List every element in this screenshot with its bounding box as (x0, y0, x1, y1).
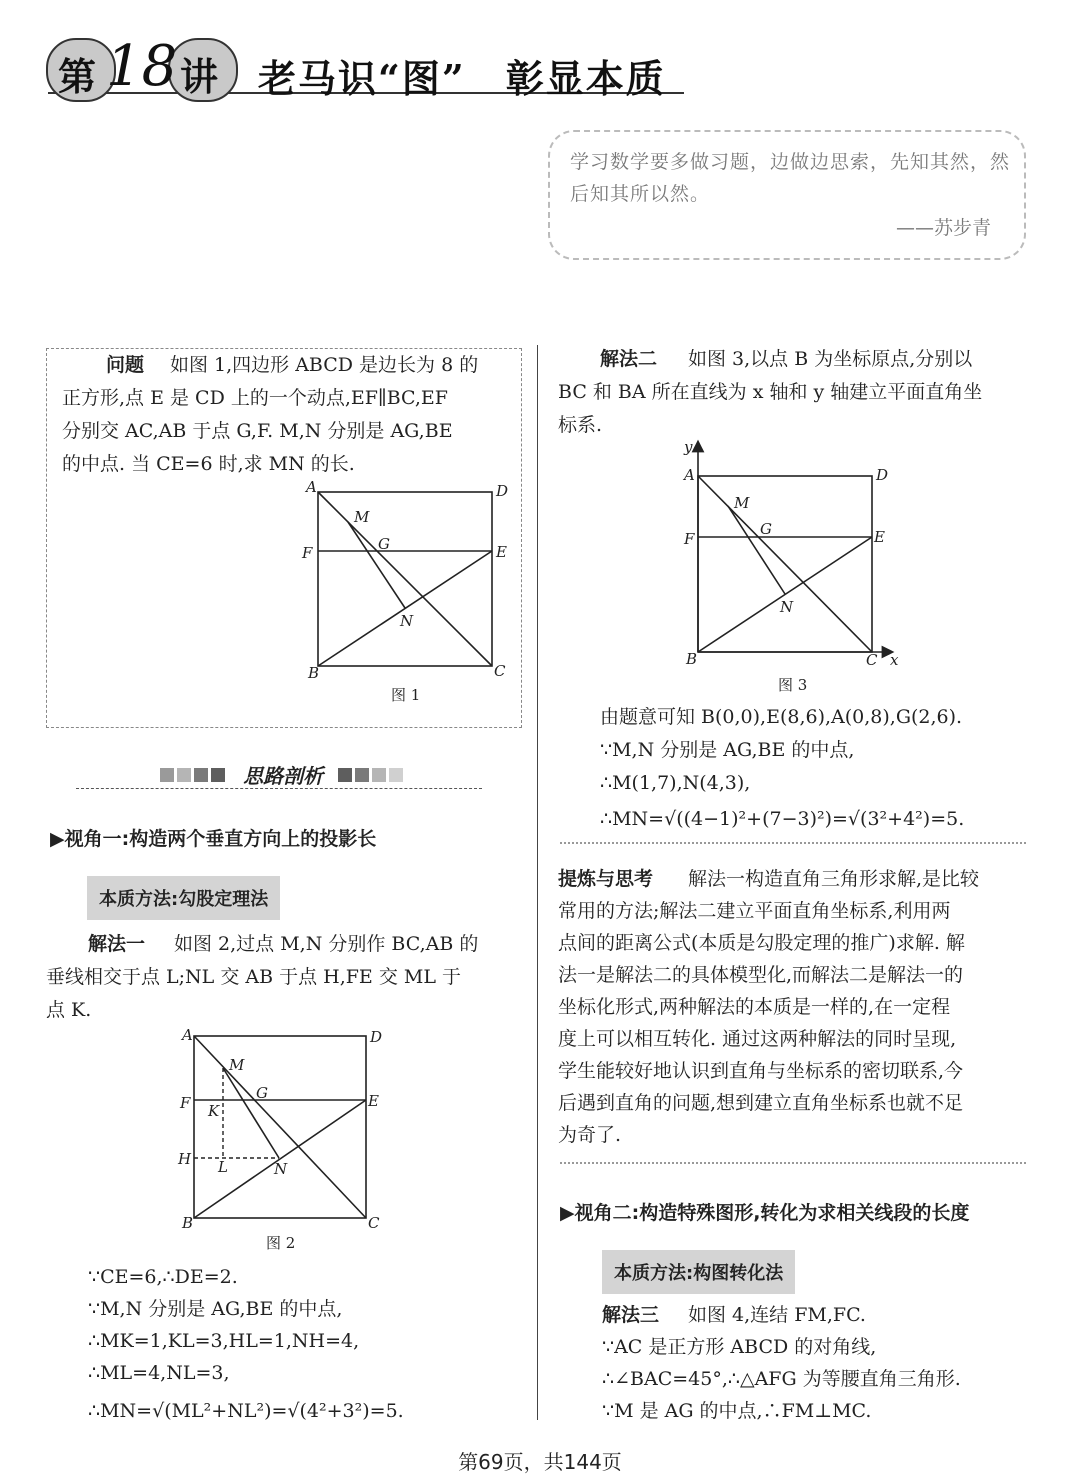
solution1-line: 垂线相交于点 L;NL 交 AB 于点 H,FE 交 ML 于 (46, 966, 461, 988)
reflection-line: 为奇了. (558, 1124, 622, 1146)
reflection-line: 坐标化形式,两种解法的本质是一样的,在一定程 (558, 996, 951, 1018)
solution3-label: 解法三 (602, 1304, 660, 1326)
solution2-label: 解法二 (600, 348, 658, 370)
solution2-step: 由题意可知 B(0,0),E(8,6),A(0,8),G(2,6). (600, 706, 963, 728)
label-n: N (400, 612, 414, 630)
lecture-prefix: 第 (58, 54, 97, 99)
label-c: C (866, 651, 878, 669)
problem-line: 的中点. 当 CE=6 时,求 MN 的长. (62, 453, 355, 475)
page-footer: 第69页，共144页 (458, 1450, 622, 1474)
label-d: D (496, 482, 509, 500)
solution1-step: ∵CE=6,∴DE=2. (88, 1266, 238, 1288)
label-y: y (684, 438, 693, 456)
label-m: M (229, 1056, 245, 1074)
solution2-step: ∵M,N 分别是 AG,BE 的中点, (600, 739, 855, 761)
banner-text: 思路剖析 (243, 764, 324, 788)
banner-rule (76, 788, 482, 789)
analysis-banner (160, 760, 430, 788)
figure-1 (296, 478, 516, 710)
label-a: A (306, 478, 317, 496)
label-e: E (496, 543, 507, 561)
solution1-label: 解法一 (88, 933, 146, 955)
solution1-step: ∴MN=√(ML²+NL²)=√(4²+3²)=5. (88, 1400, 404, 1422)
reflection-line: 后遇到直角的问题,想到建立直角坐标系也就不足 (558, 1092, 964, 1114)
solution2-step: ∴M(1,7),N(4,3), (600, 772, 751, 794)
lecture-badge (46, 34, 236, 100)
solution1-step: ∵M,N 分别是 AG,BE 的中点, (88, 1298, 343, 1320)
segment-mn (348, 522, 405, 608)
solution1-line: 如图 2,过点 M,N 分别作 BC,AB 的 (174, 933, 479, 955)
label-c: C (494, 662, 506, 680)
segment-be (698, 537, 872, 652)
problem-label: 问题 (106, 354, 145, 376)
angle2-method: 本质方法:构图转化法 (602, 1250, 795, 1294)
problem-line: 分别交 AC,AB 于点 G,F. M,N 分别是 AG,BE (62, 420, 453, 442)
solution2-line: 标系. (558, 414, 603, 436)
label-g: G (378, 535, 390, 553)
label-e: E (874, 528, 885, 546)
segment-mn (223, 1068, 279, 1158)
label-n: N (274, 1160, 288, 1178)
diagonal-ac (194, 1036, 366, 1218)
lecture-number: 18 (106, 34, 178, 99)
label-d: D (370, 1028, 383, 1046)
problem-line: 如图 1,四边形 ABCD 是边长为 8 的 (170, 354, 479, 376)
banner-square (211, 768, 225, 782)
label-k: K (208, 1102, 220, 1120)
label-f: F (180, 1094, 191, 1112)
label-g: G (760, 520, 772, 538)
angle2-heading: ▶视角二:构造特殊图形,转化为求相关线段的长度 (560, 1202, 970, 1224)
reflection-label: 提炼与思考 (558, 868, 654, 890)
solution2-step: ∴MN=√((4−1)²+(7−3)²)=√(3²+4²)=5. (600, 808, 965, 830)
label-d: D (876, 466, 889, 484)
page-title: 老马识“图” 彰显本质 (258, 56, 666, 101)
diagonal-ac (318, 492, 492, 666)
column-divider (537, 345, 538, 1420)
label-n: N (780, 598, 794, 616)
reflection-line: 法一是解法二的具体模型化,而解法二是解法一的 (558, 964, 964, 986)
label-a: A (684, 466, 695, 484)
label-x: x (890, 651, 899, 669)
solution2-line: 如图 3,以点 B 为坐标原点,分别以 (688, 348, 973, 370)
figure-3 (676, 436, 906, 672)
label-e: E (368, 1092, 379, 1110)
label-b: B (182, 1214, 194, 1232)
solution3-line: ∴∠BAC=45°,∴△AFG 为等腰直角三角形. (602, 1368, 961, 1390)
figure-2 (172, 1022, 394, 1234)
solution1-step: ∴MK=1,KL=3,HL=1,NH=4, (88, 1330, 360, 1352)
banner-square (160, 768, 174, 782)
label-g: G (256, 1084, 268, 1102)
figure-2-caption: 图 2 (266, 1234, 296, 1252)
separator (560, 842, 1026, 844)
label-l: L (218, 1158, 228, 1176)
diagonal-ac (698, 476, 872, 652)
solution1-line: 点 K. (46, 999, 92, 1021)
label-m: M (734, 494, 750, 512)
reflection-line: 度上可以相互转化. 通过这两种解法的同时呈现, (558, 1028, 957, 1050)
banner-square (338, 768, 352, 782)
solution2-line: BC 和 BA 所在直线为 x 轴和 y 轴建立平面直角坐 (558, 381, 983, 403)
label-b: B (686, 650, 698, 668)
label-h: H (178, 1150, 192, 1168)
problem-line: 正方形,点 E 是 CD 上的一个动点,EF∥BC,EF (62, 387, 448, 409)
separator (560, 1162, 1026, 1164)
reflection-line: 学生能较好地认识到直角与坐标系的密切联系,今 (558, 1060, 964, 1082)
banner-square (389, 768, 403, 782)
banner-square (372, 768, 386, 782)
quote-text: 学习数学要多做习题，边做边思索，先知其然，然后知其所以然。 (570, 151, 1011, 205)
quote-author: ——苏步青 (896, 217, 992, 239)
label-c: C (368, 1214, 380, 1232)
angle1-method: 本质方法:勾股定理法 (87, 876, 280, 920)
figure-1-caption: 图 1 (391, 686, 421, 704)
label-b: B (308, 664, 320, 682)
label-f: F (302, 544, 313, 562)
banner-square (355, 768, 369, 782)
segment-be (318, 551, 492, 666)
solution3-line: ∵M 是 AG 的中点,∴FM⊥MC. (602, 1400, 872, 1422)
banner-square (194, 768, 208, 782)
solution1-step: ∴ML=4,NL=3, (88, 1362, 230, 1384)
reflection-line: 常用的方法;解法二建立平面直角坐标系,利用两 (558, 900, 951, 922)
segment-mn (728, 506, 785, 594)
solution3-line: 如图 4,连结 FM,FC. (688, 1304, 866, 1326)
solution3-line: ∵AC 是正方形 ABCD 的对角线, (602, 1336, 877, 1358)
reflection-line: 解法一构造直角三角形求解,是比较 (688, 868, 980, 890)
figure-3-caption: 图 3 (778, 676, 808, 694)
angle1-heading: ▶视角一:构造两个垂直方向上的投影长 (50, 828, 377, 850)
label-a: A (182, 1026, 193, 1044)
reflection-line: 点间的距离公式(本质是勾股定理的推广)求解. 解 (558, 932, 965, 954)
label-m: M (354, 508, 370, 526)
lecture-suffix: 讲 (180, 54, 219, 99)
label-f: F (684, 530, 695, 548)
banner-square (177, 768, 191, 782)
